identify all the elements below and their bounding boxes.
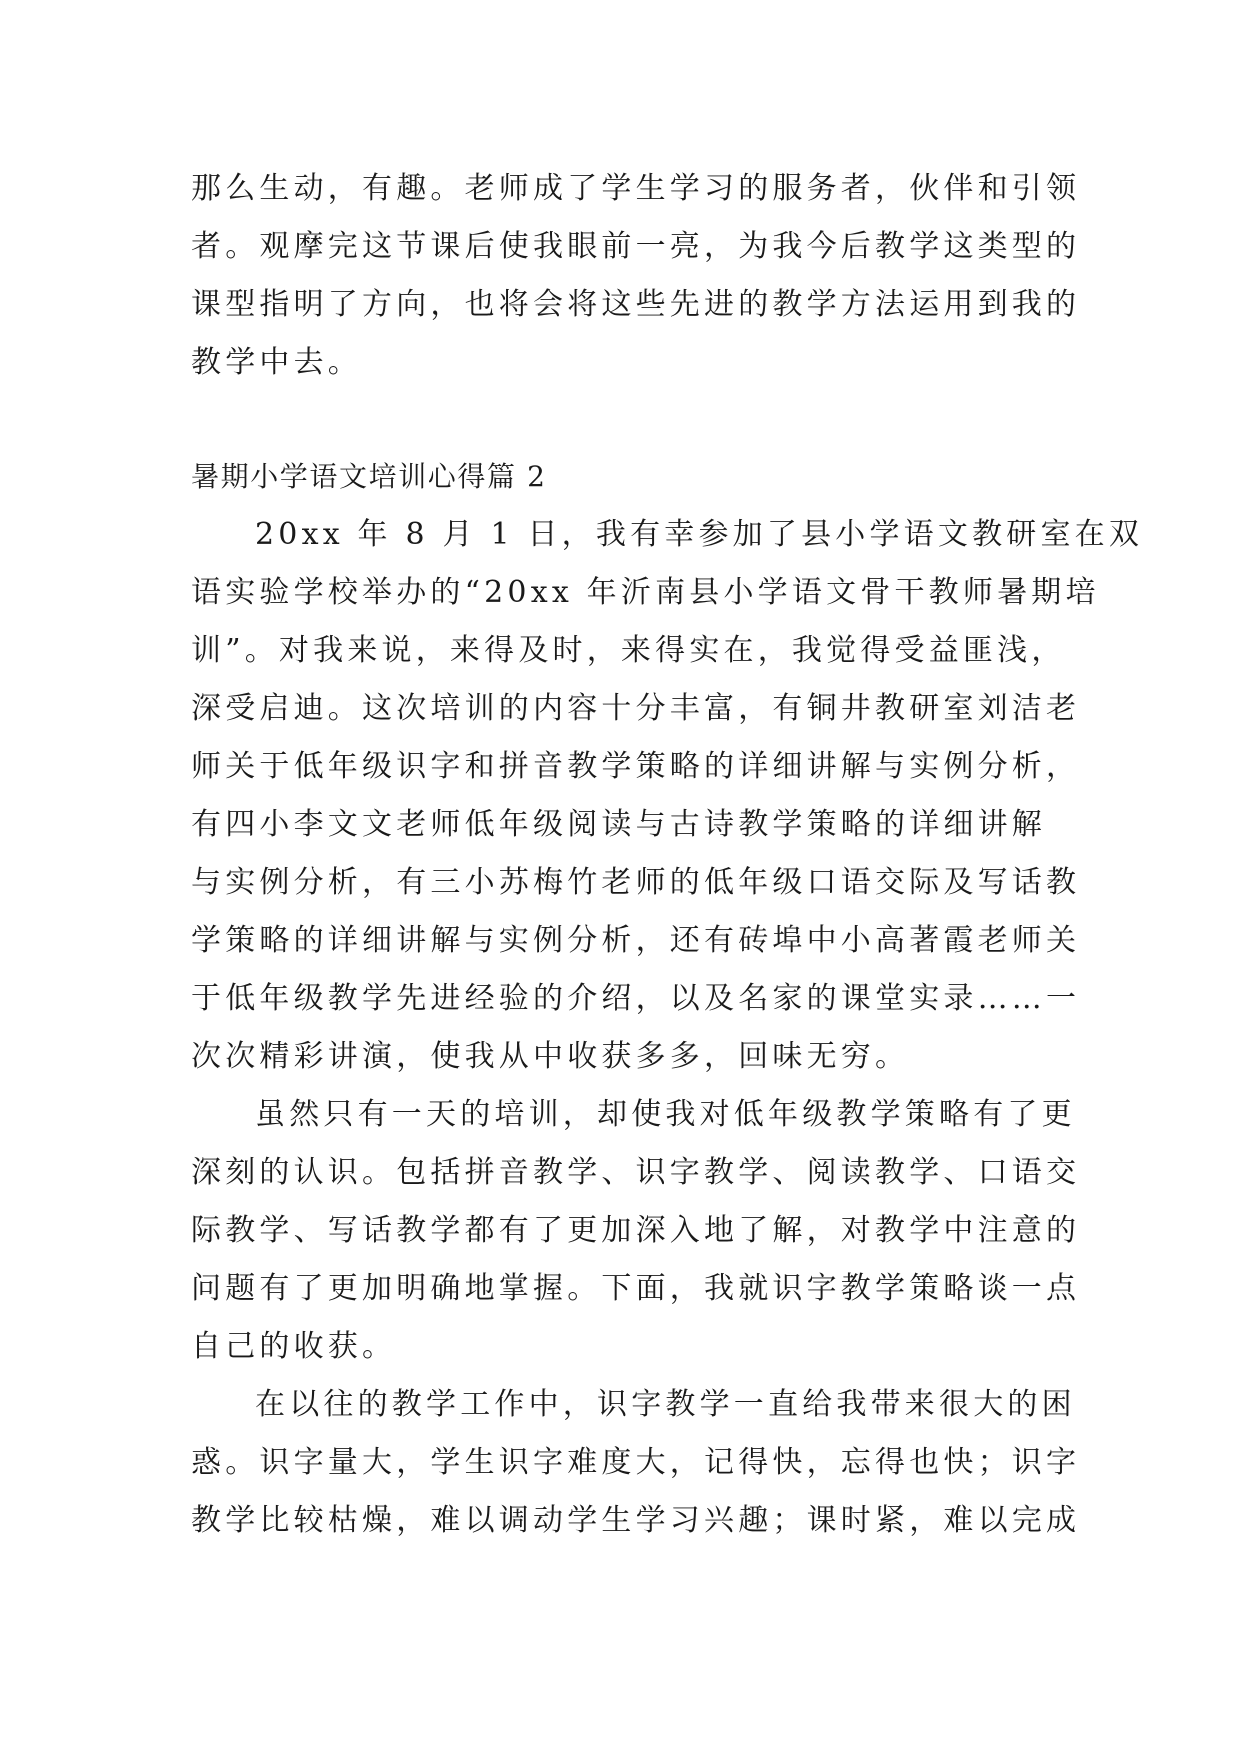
text-line: 有四小李文文老师低年级阅读与古诗教学策略的详细讲解 — [191, 807, 1046, 842]
text-line: 惑。识字量大，学生识字难度大，记得快，忘得也快；识字 — [191, 1445, 1081, 1480]
text-line: 语实验学校举办的“20xx 年沂南县小学语文骨干教师暑期培 — [191, 575, 1100, 610]
text-line: 在以往的教学工作中，识字教学一直给我带来很大的困 — [255, 1387, 1076, 1422]
document-body — [191, 160, 1144, 1550]
text-line: 课型指明了方向，也将会将这些先进的教学方法运用到我的 — [191, 287, 1081, 322]
text-line: 教学中去。 — [191, 345, 362, 380]
paragraph-1 — [191, 506, 1144, 1086]
paragraph-gap — [191, 392, 1051, 448]
text-line: 与实例分析，有三小苏梅竹老师的低年级口语交际及写话教 — [191, 865, 1081, 900]
text-line: 师关于低年级识字和拼音教学策略的详细讲解与实例分析， — [191, 749, 1081, 784]
paragraph-3 — [191, 1376, 1081, 1550]
text-line: 深受启迪。这次培训的内容十分丰富，有铜井教研室刘洁老 — [191, 691, 1081, 726]
text-line: 学策略的详细讲解与实例分析，还有砖埠中小高著霞老师关 — [191, 923, 1081, 958]
text-line: 训”。对我来说，来得及时，来得实在，我觉得受益匪浅， — [191, 633, 1066, 668]
text-line: 自己的收获。 — [191, 1329, 397, 1364]
text-line: 20xx 年 8 月 1 日，我有幸参加了县小学语文教研室在双 — [255, 517, 1144, 552]
text-line: 者。观摩完这节课后使我眼前一亮，为我今后教学这类型的 — [191, 229, 1081, 264]
section-title: 暑期小学语文培训心得篇 2 — [191, 460, 547, 493]
text-line: 虽然只有一天的培训，却使我对低年级教学策略有了更 — [255, 1097, 1076, 1132]
text-line: 深刻的认识。包括拼音教学、识字教学、阅读教学、口语交 — [191, 1155, 1081, 1190]
text-line: 那么生动，有趣。老师成了学生学习的服务者，伙伴和引领 — [191, 171, 1081, 206]
text-line: 于低年级教学先进经验的介绍，以及名家的课堂实录……一 — [191, 981, 1081, 1016]
paragraph-2 — [191, 1086, 1081, 1376]
intro-paragraph — [191, 160, 1081, 392]
text-line: 问题有了更加明确地掌握。下面，我就识字教学策略谈一点 — [191, 1271, 1081, 1306]
text-line: 次次精彩讲演，使我从中收获多多，回味无穷。 — [191, 1039, 910, 1074]
text-line: 教学比较枯燥，难以调动学生学习兴趣；课时紧，难以完成 — [191, 1503, 1081, 1538]
text-line: 际教学、写话教学都有了更加深入地了解，对教学中注意的 — [191, 1213, 1081, 1248]
